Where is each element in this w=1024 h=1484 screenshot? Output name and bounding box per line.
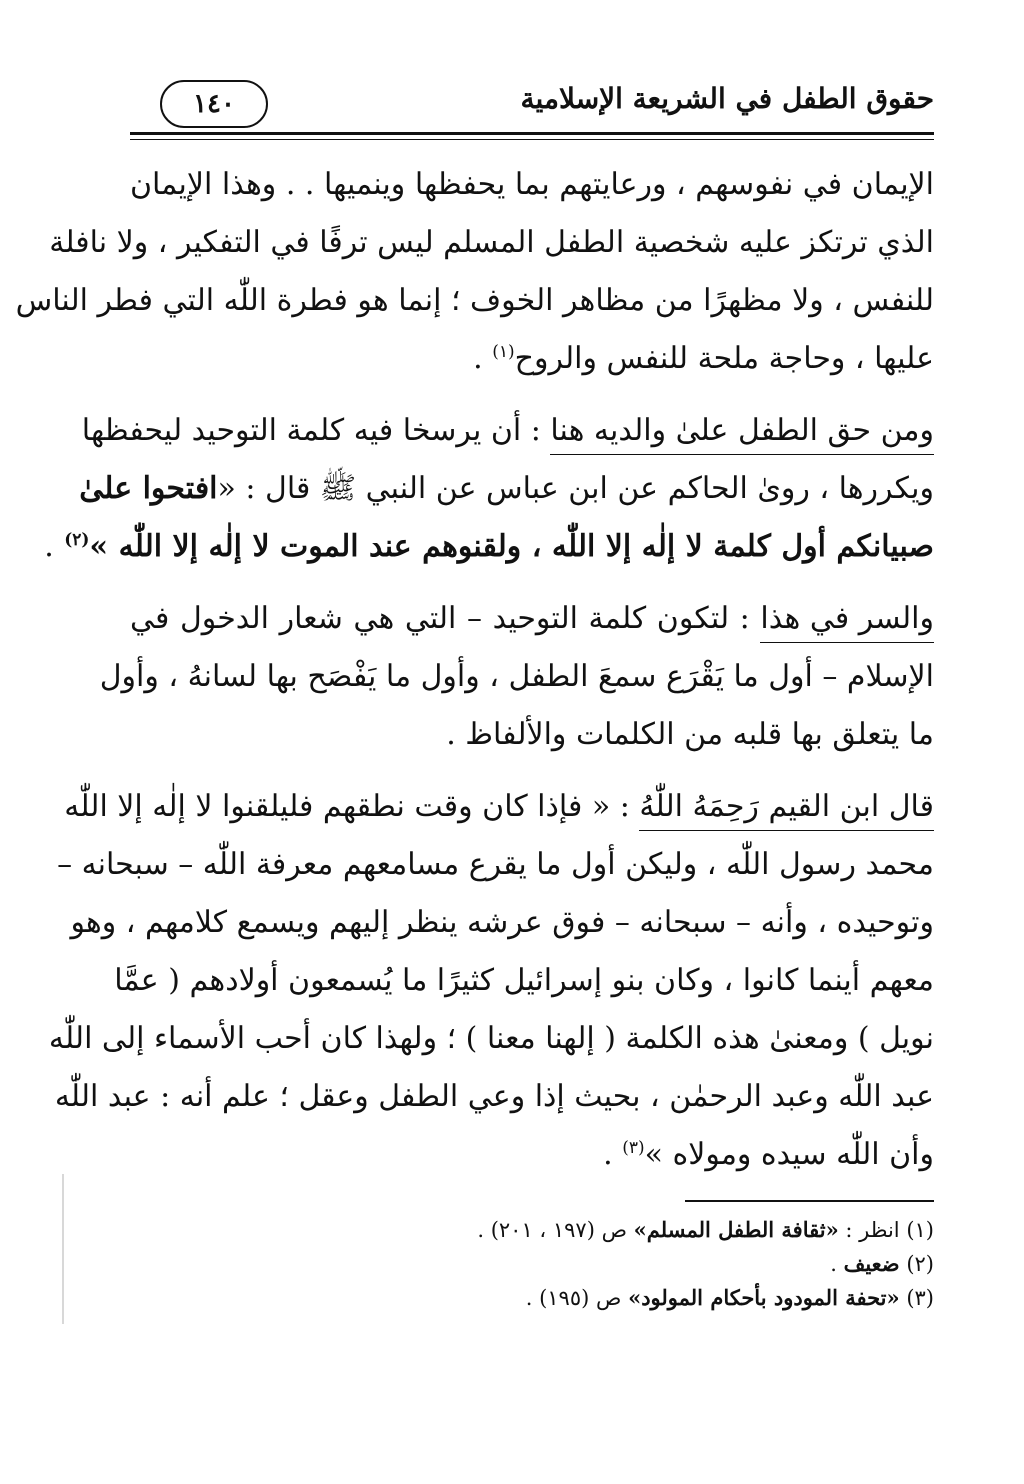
paragraph: [99, 590, 934, 764]
footnote-ref: (١): [492, 342, 515, 362]
text-line: [130, 1126, 934, 1184]
text-segment: ويكررها ، روىٰ الحاكم عن ابن عباس عن النبي ﷺ قال : «: [217, 471, 934, 506]
footnote-ref: (٢): [64, 530, 90, 550]
page-body: [15, 156, 934, 1198]
footnotes: [130, 1213, 934, 1315]
text-line: عبد اللّٰه وعبد الرحمٰن ، بحيث إذا وعي الطفل وعقل ؛ علم أنه : عبد اللّٰه: [54, 1079, 934, 1114]
footnote-ref: (٣): [622, 1138, 645, 1158]
text-segment: : أن يرسخا فيه كلمة التوحيد ليحفظها: [81, 413, 551, 448]
paragraph: [15, 156, 934, 388]
footnote-separator: [685, 1200, 934, 1202]
footnote-source: ضعيف: [843, 1251, 900, 1276]
paragraph: [44, 402, 934, 576]
text-line: الإيمان في نفوسهم ، ورعايتهم بما يحفظها وينميها . . وهذا الإيمان: [130, 167, 934, 202]
text-segment: : لتكون كلمة التوحيد – التي هي شعار الدخول في: [130, 601, 761, 636]
header-rule-thick: [130, 132, 934, 135]
paragraph-lead: والسر في هذا: [760, 596, 934, 643]
footnote-number: (٣): [899, 1286, 934, 1310]
paragraph: [48, 778, 934, 1184]
period: .: [473, 341, 483, 376]
footnote: [130, 1213, 934, 1247]
footnote-source: «تحفة المودود بأحكام المولود»: [628, 1285, 900, 1310]
footnote-rest: ص (١٩٥) .: [525, 1286, 629, 1310]
text-line: [130, 330, 934, 388]
text-line: [130, 590, 934, 648]
text-line: الذي ترتكز عليه شخصية الطفل المسلم ليس ترفًا في التفكير ، ولا نافلة: [49, 225, 934, 260]
footnote-number: (١) انظر :: [838, 1218, 934, 1242]
scan-edge-mark: [62, 1174, 64, 1324]
text-line: للنفس ، ولا مظهرًا من مظاهر الخوف ؛ إنما هو فطرة اللّٰه التي فطر الناس: [15, 283, 934, 318]
footnote: [130, 1281, 934, 1315]
text-line: وتوحيده ، وأنه – سبحانه – فوق عرشه ينظر إليهم ويسمع كلامهم ، وهو: [70, 905, 934, 940]
text-segment: عليها ، وحاجة ملحة للنفس والروح: [514, 341, 934, 376]
footnote-number: (٢): [899, 1252, 934, 1276]
text-line: محمد رسول اللّٰه ، وليكن أول ما يقرع مسامعهم معرفة اللّٰه – سبحانه –: [57, 847, 934, 882]
text-line: معهم أينما كانوا ، وكان بنو إسرائيل كثيرًا ما يُسمعون أولادهم ( عمَّا: [114, 963, 934, 998]
text-line: الإسلام – أول ما يَقْرَع سمعَ الطفل ، وأول ما يَفْصَح بها لسانهُ ، وأول: [99, 659, 934, 694]
period: .: [44, 529, 54, 564]
footnote-rest: .: [830, 1252, 844, 1276]
paragraph-lead: قال ابن القيم رَحِمَهُ اللّٰهُ: [639, 784, 934, 831]
text-line: نويل ) ومعنىٰ هذه الكلمة ( إلهنا معنا ) ؛ ولهذا كان أحب الأسماء إلى اللّٰه: [48, 1021, 934, 1056]
text-line: [79, 460, 934, 518]
page-header: [130, 70, 934, 142]
footnote: [130, 1247, 934, 1281]
text-line: ما يتعلق بها قلبه من الكلمات والألفاظ .: [446, 717, 934, 752]
period: .: [603, 1137, 613, 1172]
text-line: [44, 518, 934, 576]
text-segment: وأن اللّٰه سيده ومولاه »: [644, 1137, 934, 1172]
paragraph-lead: ومن حق الطفل علىٰ والديه هنا: [550, 408, 934, 455]
footnote-source: «ثقافة الطفل المسلم»: [633, 1217, 839, 1242]
running-title: حقوق الطفل في الشريعة الإسلامية: [520, 82, 934, 115]
hadith-text: افتحوا علىٰ: [79, 471, 218, 506]
header-rule-thin: [130, 139, 934, 140]
text-segment: : « فإذا كان وقت نطقهم فليلقنوا لا إلٰه إلا اللّٰه: [64, 789, 640, 824]
hadith-text: صبيانكم أول كلمة لا إلٰه إلا اللّٰه ، ولقنوهم عند الموت لا إلٰه إلا اللّٰه »: [89, 529, 934, 564]
page-number-badge: ١٤٠: [160, 80, 268, 128]
book-page: [15, 70, 934, 1400]
text-line: [81, 402, 934, 460]
text-line: [64, 778, 934, 836]
footnote-rest: ص (١٩٧ ، ٢٠١) .: [477, 1218, 634, 1242]
